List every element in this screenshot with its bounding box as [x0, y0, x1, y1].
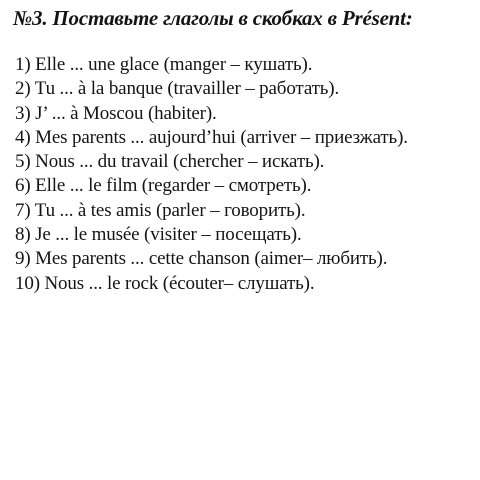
exercise-heading: №3. Поставьте глаголы в скобках в Présent:	[13, 6, 413, 30]
exercise-item-9: 9) Mes parents ... cette chanson (aimer– любить).	[15, 248, 388, 270]
exercise-list	[15, 53, 408, 296]
exercise-item-6: 6) Elle ... le film (regarder – смотреть).	[15, 175, 312, 197]
exercise-item-8: 8) Je ... le musée (visiter – посещать).	[15, 224, 302, 246]
exercise-item-10: 10) Nous ... le rock (écouter– слушать).	[15, 272, 315, 294]
exercise-item-7: 7) Tu ... à tes amis (parler – говорить).	[15, 199, 306, 221]
exercise-item-5: 5) Nous ... du travail (chercher – искать).	[15, 151, 325, 173]
exercise-item-1: 1) Elle ... une glace (manger – кушать).	[15, 54, 313, 75]
exercise-item-4: 4) Mes parents ... aujourd’hui (arriver – приезжать).	[15, 126, 408, 148]
exercise-item-3: 3) J’ ... à Moscou (habiter).	[15, 102, 217, 124]
exercise-item-2: 2) Tu ... à la banque (travailler – работать).	[15, 78, 340, 100]
